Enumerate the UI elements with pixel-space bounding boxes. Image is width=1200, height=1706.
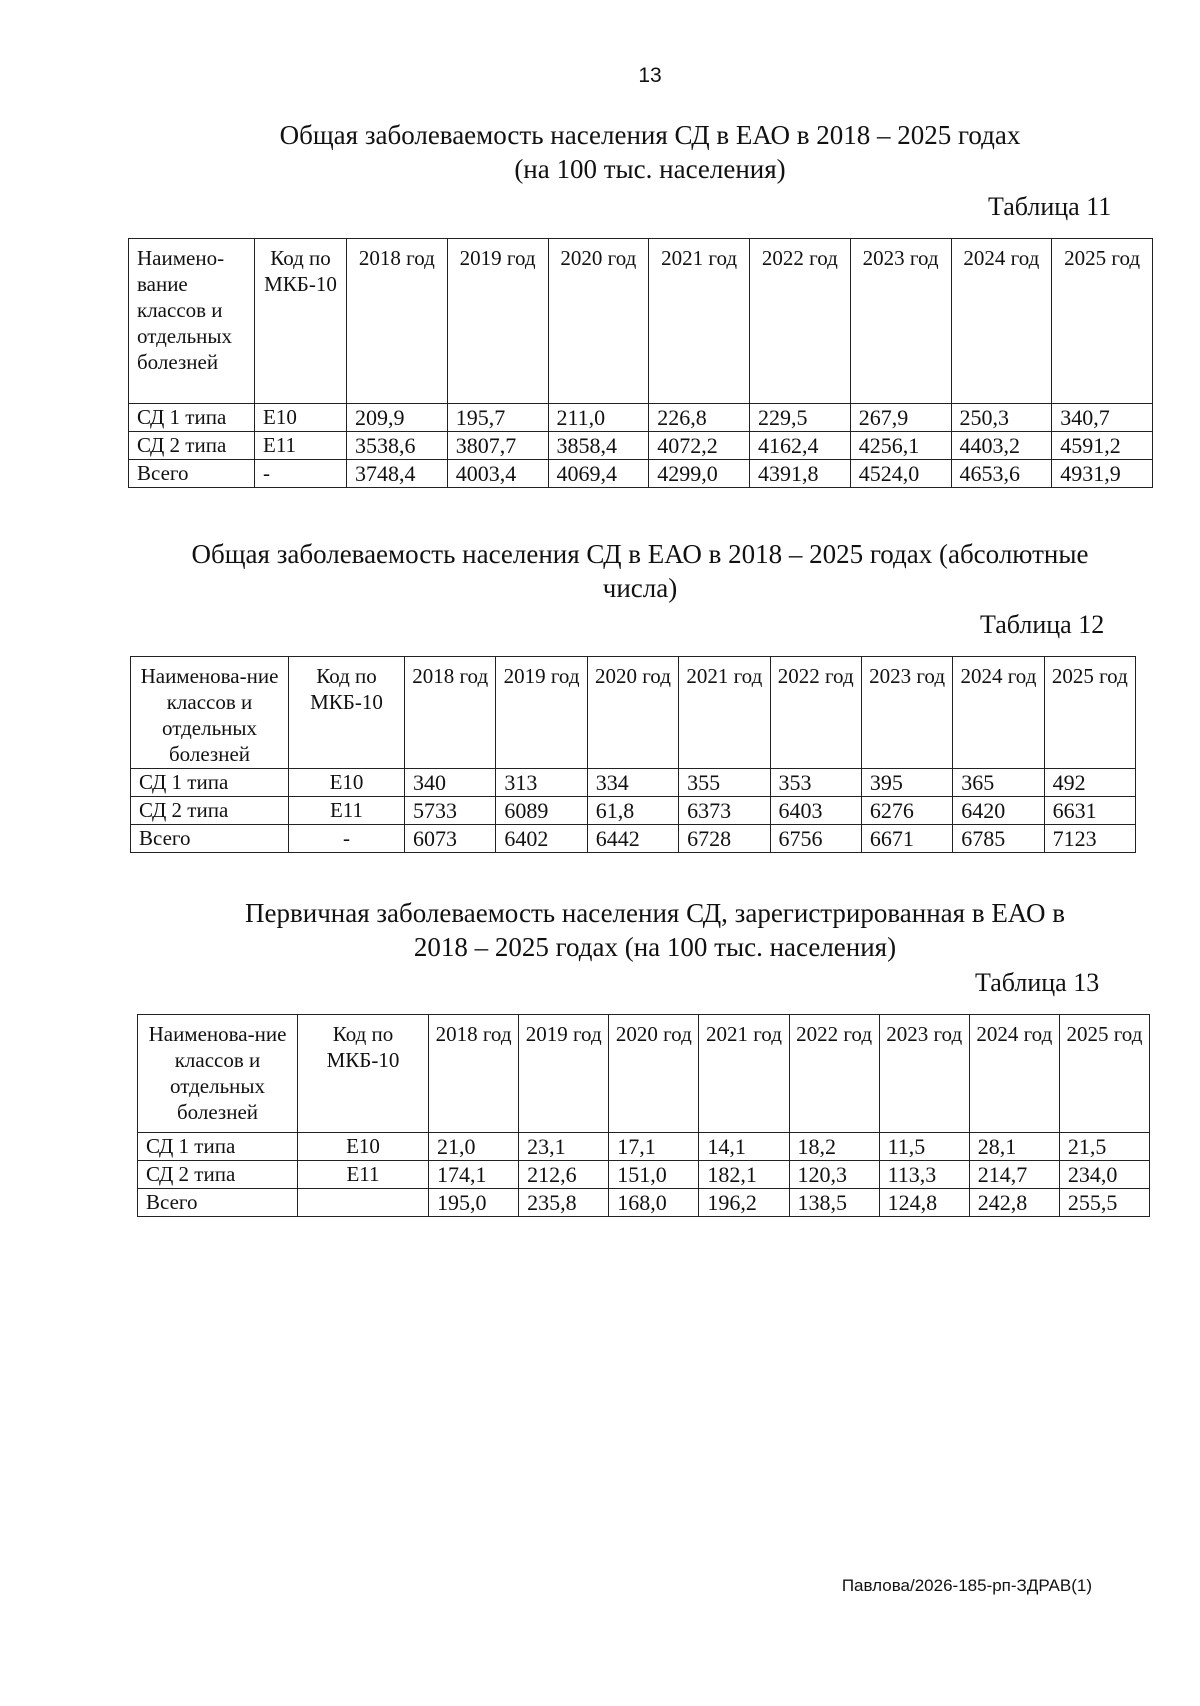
value-cell: 6073 [405, 825, 496, 853]
value-cell: 6089 [496, 797, 587, 825]
table-12-title-line-2: числа) [602, 573, 678, 603]
value-cell: 168,0 [609, 1189, 699, 1217]
row-code-cell: Е10 [298, 1133, 429, 1161]
table-12-title [140, 537, 1140, 605]
value-cell: 334 [587, 769, 678, 797]
header-year-cell: 2019 год [496, 657, 587, 769]
value-cell: 6785 [953, 825, 1044, 853]
header-year-cell: 2021 год [679, 657, 770, 769]
value-cell: 21,5 [1059, 1133, 1149, 1161]
value-cell: 6276 [861, 797, 952, 825]
table-12 [130, 656, 1136, 853]
value-cell: 4403,2 [951, 432, 1052, 460]
value-cell: 229,5 [750, 404, 851, 432]
table-row [131, 825, 1136, 853]
value-cell: 313 [496, 769, 587, 797]
header-year-cell: 2022 год [750, 239, 851, 404]
value-cell: 340,7 [1052, 404, 1153, 432]
value-cell: 267,9 [850, 404, 951, 432]
value-cell: 6728 [679, 825, 770, 853]
header-year-cell: 2025 год [1052, 239, 1153, 404]
value-cell: 151,0 [609, 1161, 699, 1189]
value-cell: 209,9 [347, 404, 448, 432]
table-row [129, 404, 1153, 432]
value-cell: 226,8 [649, 404, 750, 432]
header-year-cell: 2021 год [699, 1015, 789, 1133]
value-cell: 3538,6 [347, 432, 448, 460]
value-cell: 235,8 [519, 1189, 609, 1217]
value-cell: 138,5 [789, 1189, 879, 1217]
value-cell: 395 [861, 769, 952, 797]
row-code-cell: Е10 [289, 769, 405, 797]
value-cell: 3807,7 [447, 432, 548, 460]
value-cell: 4003,4 [447, 460, 548, 488]
value-cell: 196,2 [699, 1189, 789, 1217]
value-cell: 6373 [679, 797, 770, 825]
value-cell: 182,1 [699, 1161, 789, 1189]
value-cell: 6402 [496, 825, 587, 853]
row-code-cell: Е11 [289, 797, 405, 825]
value-cell: 340 [405, 769, 496, 797]
value-cell: 6756 [770, 825, 861, 853]
value-cell: 4256,1 [850, 432, 951, 460]
value-cell: 4931,9 [1052, 460, 1153, 488]
value-cell: 195,0 [429, 1189, 519, 1217]
value-cell: 214,7 [969, 1161, 1059, 1189]
header-code-cell: Код по МКБ-10 [255, 239, 347, 404]
value-cell: 3748,4 [347, 460, 448, 488]
header-code-cell: Код по МКБ-10 [289, 657, 405, 769]
header-year-cell: 2023 год [861, 657, 952, 769]
row-name-cell: СД 2 типа [131, 797, 289, 825]
value-cell: 355 [679, 769, 770, 797]
header-year-cell: 2020 год [587, 657, 678, 769]
value-cell: 353 [770, 769, 861, 797]
table-13-title-line-2: 2018 – 2025 годах (на 100 тыс. населения) [413, 932, 897, 962]
header-year-cell: 2021 год [649, 239, 750, 404]
header-year-cell: 2023 год [879, 1015, 969, 1133]
value-cell: 14,1 [699, 1133, 789, 1161]
value-cell: 4653,6 [951, 460, 1052, 488]
table-11 [128, 238, 1153, 488]
row-name-cell: СД 1 типа [138, 1133, 298, 1161]
value-cell: 11,5 [879, 1133, 969, 1161]
value-cell: 120,3 [789, 1161, 879, 1189]
header-name-cell: Наименова-ние классов и отдельных болезней [131, 657, 289, 769]
value-cell: 234,0 [1059, 1161, 1149, 1189]
row-code-cell: Е10 [255, 404, 347, 432]
row-code-cell: - [289, 825, 405, 853]
value-cell: 21,0 [429, 1133, 519, 1161]
value-cell: 4524,0 [850, 460, 951, 488]
table-row [129, 432, 1153, 460]
header-year-cell: 2024 год [969, 1015, 1059, 1133]
value-cell: 4391,8 [750, 460, 851, 488]
table-13-title [180, 896, 1130, 964]
table-11-title [200, 118, 1100, 186]
value-cell: 61,8 [587, 797, 678, 825]
table-13-header-row [138, 1015, 1150, 1133]
value-cell: 5733 [405, 797, 496, 825]
row-code-cell: Е11 [298, 1161, 429, 1189]
header-year-cell: 2018 год [429, 1015, 519, 1133]
value-cell: 6420 [953, 797, 1044, 825]
row-name-cell: СД 2 типа [138, 1161, 298, 1189]
document-footer-code: Павлова/2026-185-рп-ЗДРАВ(1) [841, 1576, 1092, 1595]
row-name-cell: СД 2 типа [129, 432, 255, 460]
table-12-title-line-1: Общая заболеваемость населения СД в ЕАО в 2018 – 2025 годах (абсолютные [191, 539, 1089, 569]
value-cell: 6631 [1044, 797, 1135, 825]
table-row [138, 1189, 1150, 1217]
header-year-cell: 2018 год [405, 657, 496, 769]
row-code-cell [298, 1189, 429, 1217]
header-name-cell: Наименова-ние классов и отдельных болезней [138, 1015, 298, 1133]
value-cell: 6403 [770, 797, 861, 825]
value-cell: 212,6 [519, 1161, 609, 1189]
table-13-label: Таблица 13 [975, 968, 1100, 997]
value-cell: 250,3 [951, 404, 1052, 432]
page-number: 13 [638, 64, 662, 87]
row-name-cell: Всего [129, 460, 255, 488]
value-cell: 4299,0 [649, 460, 750, 488]
table-11-title-line-1: Общая заболеваемость населения СД в ЕАО в 2018 – 2025 годах [279, 120, 1021, 150]
header-year-cell: 2024 год [953, 657, 1044, 769]
row-name-cell: Всего [131, 825, 289, 853]
row-name-cell: СД 1 типа [129, 404, 255, 432]
header-year-cell: 2019 год [447, 239, 548, 404]
table-row [131, 769, 1136, 797]
value-cell: 18,2 [789, 1133, 879, 1161]
value-cell: 4069,4 [548, 460, 649, 488]
value-cell: 255,5 [1059, 1189, 1149, 1217]
value-cell: 242,8 [969, 1189, 1059, 1217]
table-row [138, 1133, 1150, 1161]
value-cell: 4072,2 [649, 432, 750, 460]
header-year-cell: 2019 год [519, 1015, 609, 1133]
value-cell: 124,8 [879, 1189, 969, 1217]
value-cell: 174,1 [429, 1161, 519, 1189]
header-year-cell: 2023 год [850, 239, 951, 404]
table-12-label: Таблица 12 [980, 610, 1105, 639]
value-cell: 113,3 [879, 1161, 969, 1189]
value-cell: 17,1 [609, 1133, 699, 1161]
header-year-cell: 2022 год [789, 1015, 879, 1133]
table-11-header-row [129, 239, 1153, 404]
row-name-cell: СД 1 типа [131, 769, 289, 797]
header-code-cell: Код по МКБ-10 [298, 1015, 429, 1133]
table-row [138, 1161, 1150, 1189]
row-code-cell: Е11 [255, 432, 347, 460]
value-cell: 28,1 [969, 1133, 1059, 1161]
value-cell: 365 [953, 769, 1044, 797]
table-row [131, 797, 1136, 825]
value-cell: 3858,4 [548, 432, 649, 460]
header-name-cell: Наимено-вание классов и отдельных болезней [129, 239, 255, 404]
table-11-title-line-2: (на 100 тыс. населения) [514, 154, 786, 184]
header-year-cell: 2020 год [548, 239, 649, 404]
value-cell: 7123 [1044, 825, 1135, 853]
header-year-cell: 2024 год [951, 239, 1052, 404]
row-code-cell: - [255, 460, 347, 488]
row-name-cell: Всего [138, 1189, 298, 1217]
value-cell: 492 [1044, 769, 1135, 797]
table-12-header-row [131, 657, 1136, 769]
value-cell: 4162,4 [750, 432, 851, 460]
header-year-cell: 2022 год [770, 657, 861, 769]
value-cell: 6442 [587, 825, 678, 853]
table-row [129, 460, 1153, 488]
value-cell: 4591,2 [1052, 432, 1153, 460]
header-year-cell: 2018 год [347, 239, 448, 404]
value-cell: 195,7 [447, 404, 548, 432]
header-year-cell: 2025 год [1044, 657, 1135, 769]
value-cell: 211,0 [548, 404, 649, 432]
value-cell: 6671 [861, 825, 952, 853]
header-year-cell: 2020 год [609, 1015, 699, 1133]
table-13 [137, 1014, 1150, 1217]
table-11-label: Таблица 11 [988, 192, 1112, 221]
value-cell: 23,1 [519, 1133, 609, 1161]
table-13-title-line-1: Первичная заболеваемость населения СД, зарегистрированная в ЕАО в [245, 898, 1065, 928]
header-year-cell: 2025 год [1059, 1015, 1149, 1133]
